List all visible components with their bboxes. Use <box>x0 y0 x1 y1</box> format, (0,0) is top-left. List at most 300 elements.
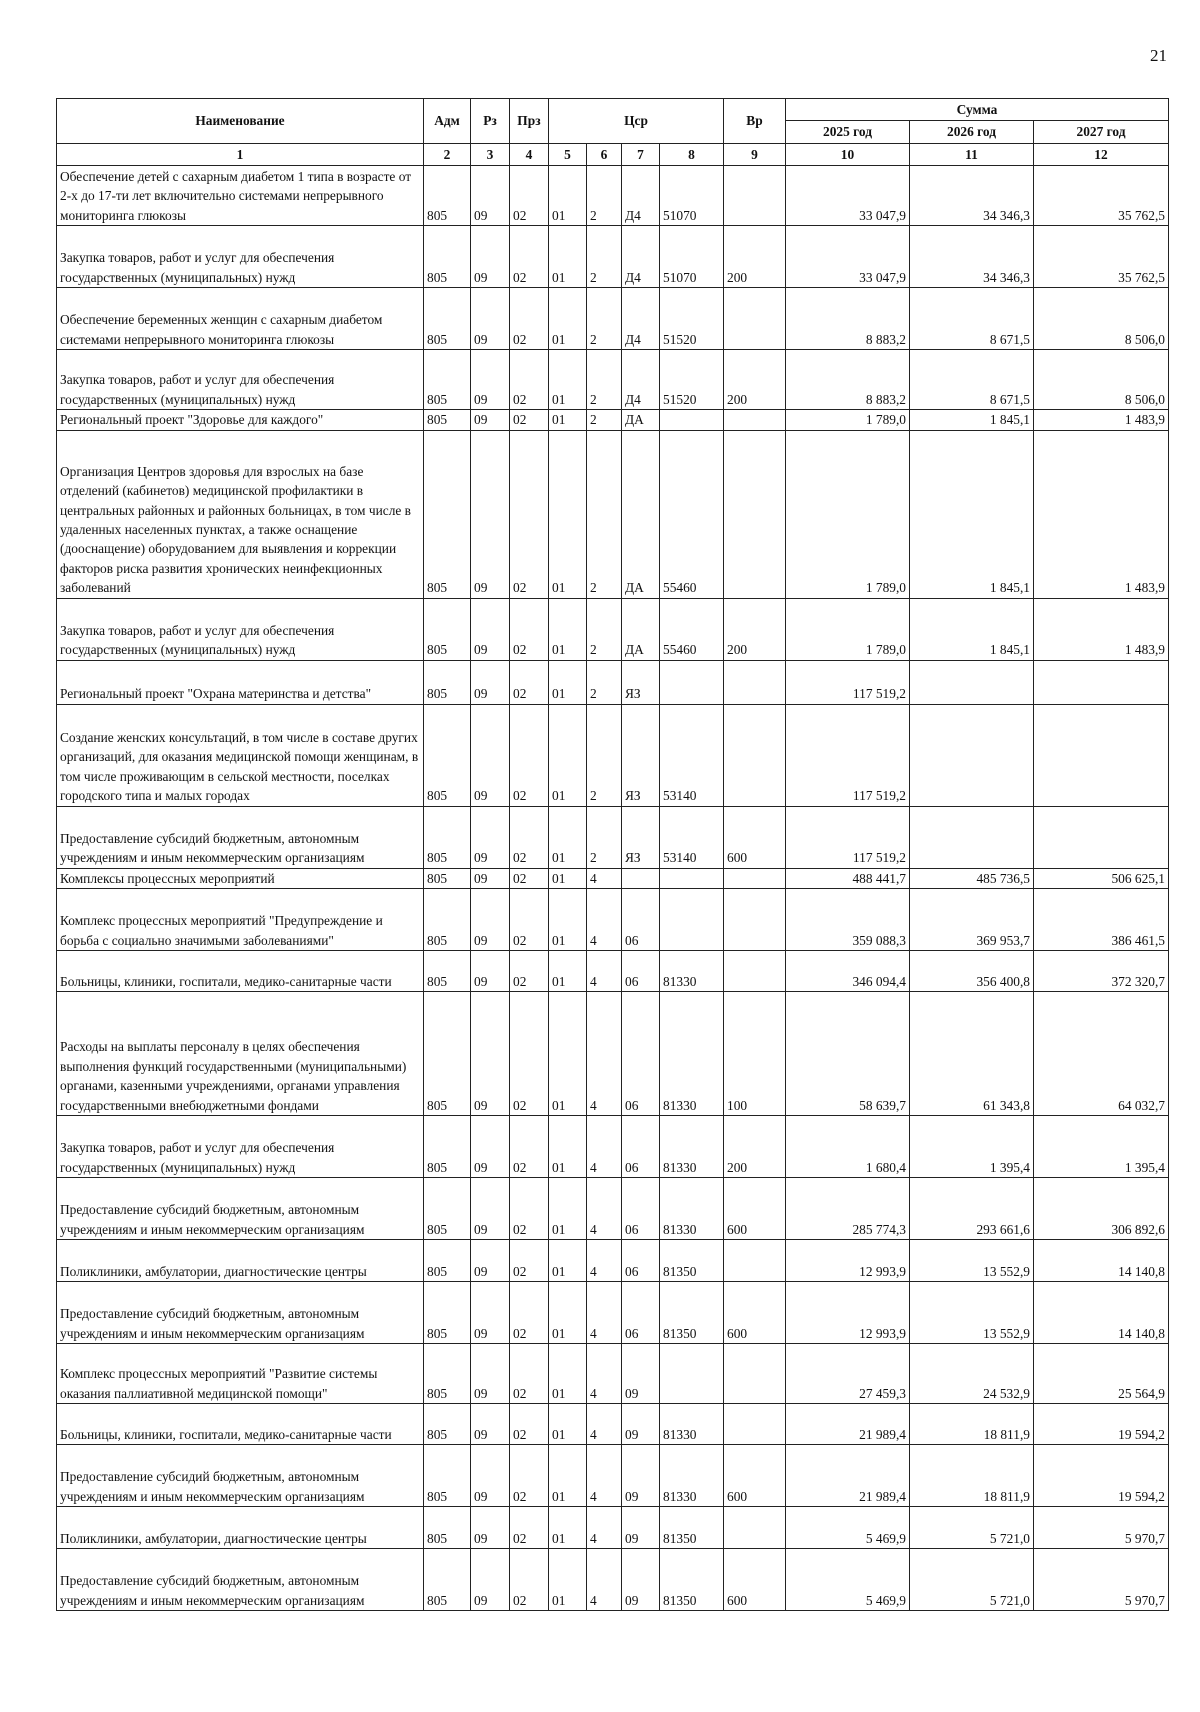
table-row <box>57 1178 1169 1240</box>
row-sum-2026 <box>910 806 1034 868</box>
row-csr-direction <box>660 410 724 430</box>
row-csr-program: 01 <box>549 1404 587 1445</box>
row-adm: 805 <box>424 1445 471 1507</box>
row-vr: 600 <box>724 1282 786 1344</box>
row-sum-2026: 369 953,7 <box>910 889 1034 951</box>
row-sum-2025: 21 989,4 <box>786 1445 910 1507</box>
row-csr-subprogram: Д4 <box>622 166 660 226</box>
row-csr-subprogram: 09 <box>622 1549 660 1611</box>
row-name: Организация Центров здоровья для взрослых на базе отделений (кабинетов) медицинской профилактики в центральных районных и районных больницах, в том числе в удаленных населенных пунктах, а также оснащение (дооснащение) оборудованием для выявления и коррекции факторов риска развития хронических неинфекционных заболеваний <box>57 430 424 598</box>
row-csr-type: 4 <box>587 1549 622 1611</box>
row-csr-program: 01 <box>549 1445 587 1507</box>
row-adm: 805 <box>424 951 471 992</box>
row-rz: 09 <box>471 951 510 992</box>
row-prz: 02 <box>510 1549 549 1611</box>
row-sum-2026: 293 661,6 <box>910 1178 1034 1240</box>
row-rz: 09 <box>471 226 510 288</box>
row-adm: 805 <box>424 1116 471 1178</box>
row-vr: 600 <box>724 806 786 868</box>
row-sum-2025: 58 639,7 <box>786 992 910 1116</box>
row-sum-2025: 117 519,2 <box>786 704 910 806</box>
row-rz: 09 <box>471 1178 510 1240</box>
row-csr-type: 4 <box>587 1240 622 1282</box>
row-csr-subprogram: 06 <box>622 889 660 951</box>
row-csr-type: 2 <box>587 166 622 226</box>
row-prz: 02 <box>510 166 549 226</box>
col-number: 3 <box>471 143 510 165</box>
row-name: Предоставление субсидий бюджетным, автономным учреждениям и иным некоммерческим организациям <box>57 1178 424 1240</box>
row-name: Расходы на выплаты персоналу в целях обеспечения выполнения функций государственными (муниципальными) органами, казенными учреждениями, органами управления государственными внебюджетными фондами <box>57 992 424 1116</box>
row-name: Комплекс процессных мероприятий "Предупреждение и борьба с социально значимыми заболеваниями" <box>57 889 424 951</box>
row-adm: 805 <box>424 1282 471 1344</box>
row-csr-subprogram: ЯЗ <box>622 660 660 704</box>
col-number: 2 <box>424 143 471 165</box>
row-sum-2025: 8 883,2 <box>786 350 910 410</box>
row-csr-direction: 81350 <box>660 1282 724 1344</box>
row-csr-subprogram: Д4 <box>622 350 660 410</box>
row-vr <box>724 1404 786 1445</box>
row-prz: 02 <box>510 704 549 806</box>
row-csr-subprogram: 06 <box>622 1282 660 1344</box>
row-name: Региональный проект "Здоровье для каждого" <box>57 410 424 430</box>
row-csr-direction: 81330 <box>660 992 724 1116</box>
col-header-year-2027: 2027 год <box>1034 121 1169 143</box>
row-sum-2027 <box>1034 806 1169 868</box>
row-name: Больницы, клиники, госпитали, медико-санитарные части <box>57 951 424 992</box>
row-csr-direction <box>660 660 724 704</box>
row-csr-direction: 81350 <box>660 1240 724 1282</box>
col-number: 10 <box>786 143 910 165</box>
row-sum-2026: 356 400,8 <box>910 951 1034 992</box>
row-sum-2027: 14 140,8 <box>1034 1282 1169 1344</box>
row-rz: 09 <box>471 410 510 430</box>
row-adm: 805 <box>424 1507 471 1549</box>
row-sum-2025: 33 047,9 <box>786 226 910 288</box>
row-sum-2026: 485 736,5 <box>910 868 1034 888</box>
row-sum-2027: 306 892,6 <box>1034 1178 1169 1240</box>
row-csr-type: 2 <box>587 226 622 288</box>
row-prz: 02 <box>510 1507 549 1549</box>
row-sum-2026: 1 845,1 <box>910 598 1034 660</box>
row-prz: 02 <box>510 1240 549 1282</box>
row-adm: 805 <box>424 1344 471 1404</box>
row-csr-program: 01 <box>549 350 587 410</box>
row-csr-direction: 51520 <box>660 288 724 350</box>
row-csr-program: 01 <box>549 598 587 660</box>
row-vr <box>724 410 786 430</box>
table-row <box>57 1404 1169 1445</box>
row-name: Создание женских консультаций, в том числе в составе других организаций, для оказания медицинской помощи женщинам, в том числе проживающим в сельской местности, поселках городского типа и малых городах <box>57 704 424 806</box>
col-header-vr: Вр <box>724 99 786 144</box>
row-csr-direction: 81330 <box>660 1116 724 1178</box>
row-sum-2027: 1 483,9 <box>1034 598 1169 660</box>
row-sum-2027: 25 564,9 <box>1034 1344 1169 1404</box>
row-rz: 09 <box>471 430 510 598</box>
row-vr <box>724 1507 786 1549</box>
row-csr-subprogram: 09 <box>622 1507 660 1549</box>
row-csr-program: 01 <box>549 1282 587 1344</box>
row-csr-direction: 81330 <box>660 951 724 992</box>
row-csr-program: 01 <box>549 951 587 992</box>
table-row <box>57 992 1169 1116</box>
row-sum-2026: 18 811,9 <box>910 1445 1034 1507</box>
table-row <box>57 660 1169 704</box>
row-csr-direction: 55460 <box>660 430 724 598</box>
row-csr-subprogram <box>622 868 660 888</box>
row-csr-program: 01 <box>549 1507 587 1549</box>
col-header-rz: Рз <box>471 99 510 144</box>
row-csr-subprogram: 06 <box>622 1178 660 1240</box>
row-csr-direction: 51070 <box>660 226 724 288</box>
row-prz: 02 <box>510 806 549 868</box>
row-sum-2026: 34 346,3 <box>910 226 1034 288</box>
row-csr-type: 2 <box>587 350 622 410</box>
row-name: Предоставление субсидий бюджетным, автономным учреждениям и иным некоммерческим организациям <box>57 806 424 868</box>
row-adm: 805 <box>424 288 471 350</box>
row-sum-2026 <box>910 704 1034 806</box>
row-name: Закупка товаров, работ и услуг для обеспечения государственных (муниципальных) нужд <box>57 226 424 288</box>
row-sum-2026: 8 671,5 <box>910 350 1034 410</box>
row-sum-2025: 33 047,9 <box>786 166 910 226</box>
row-sum-2027: 8 506,0 <box>1034 288 1169 350</box>
row-csr-program: 01 <box>549 868 587 888</box>
row-csr-subprogram: 09 <box>622 1344 660 1404</box>
col-number: 5 <box>549 143 587 165</box>
row-csr-direction: 81330 <box>660 1178 724 1240</box>
row-csr-direction: 53140 <box>660 806 724 868</box>
row-sum-2026: 1 845,1 <box>910 410 1034 430</box>
row-csr-direction: 81350 <box>660 1549 724 1611</box>
row-sum-2025: 21 989,4 <box>786 1404 910 1445</box>
row-rz: 09 <box>471 660 510 704</box>
row-rz: 09 <box>471 1507 510 1549</box>
row-vr: 200 <box>724 226 786 288</box>
table-row <box>57 288 1169 350</box>
row-sum-2027 <box>1034 704 1169 806</box>
row-csr-type: 4 <box>587 1507 622 1549</box>
col-header-summa: Сумма <box>786 99 1169 121</box>
row-csr-subprogram: ЯЗ <box>622 806 660 868</box>
row-csr-type: 2 <box>587 598 622 660</box>
row-csr-program: 01 <box>549 1116 587 1178</box>
row-csr-direction: 81330 <box>660 1404 724 1445</box>
row-csr-program: 01 <box>549 660 587 704</box>
row-rz: 09 <box>471 704 510 806</box>
row-vr <box>724 1240 786 1282</box>
row-adm: 805 <box>424 350 471 410</box>
row-vr: 200 <box>724 1116 786 1178</box>
row-sum-2025: 117 519,2 <box>786 806 910 868</box>
row-csr-type: 2 <box>587 704 622 806</box>
col-number: 6 <box>587 143 622 165</box>
row-name: Предоставление субсидий бюджетным, автономным учреждениям и иным некоммерческим организациям <box>57 1445 424 1507</box>
row-adm: 805 <box>424 992 471 1116</box>
row-sum-2026 <box>910 660 1034 704</box>
row-csr-type: 4 <box>587 1178 622 1240</box>
col-number: 1 <box>57 143 424 165</box>
row-csr-type: 4 <box>587 1344 622 1404</box>
row-name: Поликлиники, амбулатории, диагностические центры <box>57 1507 424 1549</box>
row-sum-2025: 346 094,4 <box>786 951 910 992</box>
row-rz: 09 <box>471 1344 510 1404</box>
row-prz: 02 <box>510 1178 549 1240</box>
table-body <box>57 166 1169 1611</box>
row-csr-type: 4 <box>587 1282 622 1344</box>
row-csr-program: 01 <box>549 992 587 1116</box>
row-adm: 805 <box>424 704 471 806</box>
row-csr-type: 2 <box>587 410 622 430</box>
table-row <box>57 598 1169 660</box>
row-adm: 805 <box>424 598 471 660</box>
row-name: Больницы, клиники, госпитали, медико-санитарные части <box>57 1404 424 1445</box>
row-csr-direction: 55460 <box>660 598 724 660</box>
budget-table <box>56 98 1169 1611</box>
row-vr <box>724 868 786 888</box>
row-csr-subprogram: ЯЗ <box>622 704 660 806</box>
col-header-adm: Адм <box>424 99 471 144</box>
row-csr-subprogram: Д4 <box>622 226 660 288</box>
row-csr-type: 4 <box>587 868 622 888</box>
row-csr-subprogram: 09 <box>622 1445 660 1507</box>
row-csr-direction <box>660 889 724 951</box>
row-sum-2025: 1 680,4 <box>786 1116 910 1178</box>
row-csr-type: 4 <box>587 1404 622 1445</box>
col-number: 7 <box>622 143 660 165</box>
row-prz: 02 <box>510 430 549 598</box>
row-adm: 805 <box>424 660 471 704</box>
row-sum-2026: 8 671,5 <box>910 288 1034 350</box>
row-csr-subprogram: ДА <box>622 410 660 430</box>
row-name: Закупка товаров, работ и услуг для обеспечения государственных (муниципальных) нужд <box>57 1116 424 1178</box>
col-number: 4 <box>510 143 549 165</box>
row-vr: 600 <box>724 1178 786 1240</box>
table-header <box>57 99 1169 166</box>
row-vr <box>724 1344 786 1404</box>
row-name: Комплекс процессных мероприятий "Развитие системы оказания паллиативной медицинской помощи" <box>57 1344 424 1404</box>
row-sum-2027: 64 032,7 <box>1034 992 1169 1116</box>
row-csr-subprogram: Д4 <box>622 288 660 350</box>
row-sum-2027: 35 762,5 <box>1034 226 1169 288</box>
table-row <box>57 1116 1169 1178</box>
table-row <box>57 889 1169 951</box>
row-vr <box>724 430 786 598</box>
col-number: 9 <box>724 143 786 165</box>
row-sum-2027: 372 320,7 <box>1034 951 1169 992</box>
row-csr-program: 01 <box>549 806 587 868</box>
row-csr-program: 01 <box>549 166 587 226</box>
table-row <box>57 704 1169 806</box>
row-prz: 02 <box>510 410 549 430</box>
table-row <box>57 868 1169 888</box>
table-row <box>57 1507 1169 1549</box>
row-prz: 02 <box>510 889 549 951</box>
row-csr-direction: 51070 <box>660 166 724 226</box>
col-number: 8 <box>660 143 724 165</box>
table-row <box>57 226 1169 288</box>
row-csr-program: 01 <box>549 1178 587 1240</box>
row-sum-2025: 285 774,3 <box>786 1178 910 1240</box>
row-rz: 09 <box>471 288 510 350</box>
row-sum-2027: 1 483,9 <box>1034 410 1169 430</box>
row-prz: 02 <box>510 1344 549 1404</box>
row-csr-type: 4 <box>587 889 622 951</box>
row-rz: 09 <box>471 350 510 410</box>
row-csr-subprogram: 06 <box>622 1116 660 1178</box>
row-name: Обеспечение беременных женщин с сахарным диабетом системами непрерывного мониторинга глюкозы <box>57 288 424 350</box>
col-header-year-2025: 2025 год <box>786 121 910 143</box>
row-csr-program: 01 <box>549 288 587 350</box>
row-sum-2025: 12 993,9 <box>786 1240 910 1282</box>
table-row <box>57 430 1169 598</box>
row-csr-program: 01 <box>549 1240 587 1282</box>
row-sum-2025: 359 088,3 <box>786 889 910 951</box>
row-csr-direction: 81350 <box>660 1507 724 1549</box>
col-number: 11 <box>910 143 1034 165</box>
row-csr-direction <box>660 868 724 888</box>
row-vr: 100 <box>724 992 786 1116</box>
row-name: Закупка товаров, работ и услуг для обеспечения государственных (муниципальных) нужд <box>57 598 424 660</box>
row-sum-2026: 61 343,8 <box>910 992 1034 1116</box>
row-name: Комплексы процессных мероприятий <box>57 868 424 888</box>
row-csr-subprogram: 06 <box>622 992 660 1116</box>
row-sum-2026: 5 721,0 <box>910 1549 1034 1611</box>
row-adm: 805 <box>424 430 471 598</box>
row-sum-2027: 19 594,2 <box>1034 1445 1169 1507</box>
row-sum-2027: 5 970,7 <box>1034 1549 1169 1611</box>
row-name: Региональный проект "Охрана материнства и детства" <box>57 660 424 704</box>
row-adm: 805 <box>424 1404 471 1445</box>
row-sum-2025: 488 441,7 <box>786 868 910 888</box>
col-header-csr: Цср <box>549 99 724 144</box>
row-adm: 805 <box>424 1178 471 1240</box>
table-row <box>57 1344 1169 1404</box>
row-rz: 09 <box>471 166 510 226</box>
row-rz: 09 <box>471 806 510 868</box>
row-csr-program: 01 <box>549 889 587 951</box>
row-adm: 805 <box>424 226 471 288</box>
row-csr-type: 4 <box>587 1116 622 1178</box>
table-row <box>57 350 1169 410</box>
row-adm: 805 <box>424 410 471 430</box>
row-csr-subprogram: 06 <box>622 951 660 992</box>
row-rz: 09 <box>471 1445 510 1507</box>
row-sum-2025: 1 789,0 <box>786 430 910 598</box>
row-name: Предоставление субсидий бюджетным, автономным учреждениям и иным некоммерческим организациям <box>57 1282 424 1344</box>
row-prz: 02 <box>510 868 549 888</box>
row-adm: 805 <box>424 1240 471 1282</box>
row-prz: 02 <box>510 1282 549 1344</box>
row-vr <box>724 889 786 951</box>
row-sum-2027: 506 625,1 <box>1034 868 1169 888</box>
row-csr-subprogram: 09 <box>622 1404 660 1445</box>
row-csr-program: 01 <box>549 226 587 288</box>
row-csr-subprogram: ДА <box>622 598 660 660</box>
row-sum-2027: 14 140,8 <box>1034 1240 1169 1282</box>
row-vr <box>724 704 786 806</box>
table-row <box>57 951 1169 992</box>
row-adm: 805 <box>424 889 471 951</box>
row-prz: 02 <box>510 992 549 1116</box>
row-csr-program: 01 <box>549 430 587 598</box>
row-rz: 09 <box>471 889 510 951</box>
row-sum-2027 <box>1034 660 1169 704</box>
row-sum-2025: 5 469,9 <box>786 1507 910 1549</box>
row-prz: 02 <box>510 288 549 350</box>
row-csr-program: 01 <box>549 410 587 430</box>
row-csr-subprogram: ДА <box>622 430 660 598</box>
row-sum-2026: 1 395,4 <box>910 1116 1034 1178</box>
row-sum-2025: 5 469,9 <box>786 1549 910 1611</box>
row-rz: 09 <box>471 1240 510 1282</box>
row-rz: 09 <box>471 1116 510 1178</box>
row-sum-2026: 34 346,3 <box>910 166 1034 226</box>
row-vr <box>724 660 786 704</box>
row-sum-2027: 5 970,7 <box>1034 1507 1169 1549</box>
row-sum-2026: 24 532,9 <box>910 1344 1034 1404</box>
row-sum-2026: 5 721,0 <box>910 1507 1034 1549</box>
row-rz: 09 <box>471 598 510 660</box>
row-sum-2027: 19 594,2 <box>1034 1404 1169 1445</box>
row-adm: 805 <box>424 1549 471 1611</box>
row-prz: 02 <box>510 1445 549 1507</box>
row-prz: 02 <box>510 350 549 410</box>
row-vr <box>724 288 786 350</box>
row-name: Обеспечение детей с сахарным диабетом 1 типа в возрасте от 2-х до 17-ти лет включительно системами непрерывного мониторинга глюкозы <box>57 166 424 226</box>
row-adm: 805 <box>424 166 471 226</box>
row-rz: 09 <box>471 1549 510 1611</box>
table-row <box>57 166 1169 226</box>
row-vr <box>724 166 786 226</box>
row-adm: 805 <box>424 806 471 868</box>
row-sum-2025: 12 993,9 <box>786 1282 910 1344</box>
row-sum-2027: 1 483,9 <box>1034 430 1169 598</box>
row-rz: 09 <box>471 992 510 1116</box>
row-csr-type: 4 <box>587 1445 622 1507</box>
table-row <box>57 410 1169 430</box>
table-row <box>57 1445 1169 1507</box>
row-prz: 02 <box>510 1404 549 1445</box>
row-rz: 09 <box>471 1404 510 1445</box>
table-row <box>57 1282 1169 1344</box>
row-csr-type: 2 <box>587 288 622 350</box>
table-row <box>57 806 1169 868</box>
row-csr-subprogram: 06 <box>622 1240 660 1282</box>
row-csr-direction: 81330 <box>660 1445 724 1507</box>
row-sum-2026: 18 811,9 <box>910 1404 1034 1445</box>
row-rz: 09 <box>471 868 510 888</box>
row-sum-2025: 8 883,2 <box>786 288 910 350</box>
row-vr <box>724 951 786 992</box>
row-vr: 600 <box>724 1549 786 1611</box>
row-csr-program: 01 <box>549 1344 587 1404</box>
row-adm: 805 <box>424 868 471 888</box>
row-prz: 02 <box>510 1116 549 1178</box>
row-vr: 200 <box>724 350 786 410</box>
row-name: Предоставление субсидий бюджетным, автономным учреждениям и иным некоммерческим организациям <box>57 1549 424 1611</box>
row-rz: 09 <box>471 1282 510 1344</box>
row-csr-type: 4 <box>587 951 622 992</box>
row-csr-type: 2 <box>587 806 622 868</box>
row-csr-direction: 51520 <box>660 350 724 410</box>
row-prz: 02 <box>510 951 549 992</box>
page-number: 21 <box>1150 46 1167 65</box>
row-sum-2025: 1 789,0 <box>786 598 910 660</box>
row-csr-program: 01 <box>549 1549 587 1611</box>
row-sum-2027: 386 461,5 <box>1034 889 1169 951</box>
row-sum-2025: 27 459,3 <box>786 1344 910 1404</box>
row-csr-type: 4 <box>587 992 622 1116</box>
row-vr: 200 <box>724 598 786 660</box>
